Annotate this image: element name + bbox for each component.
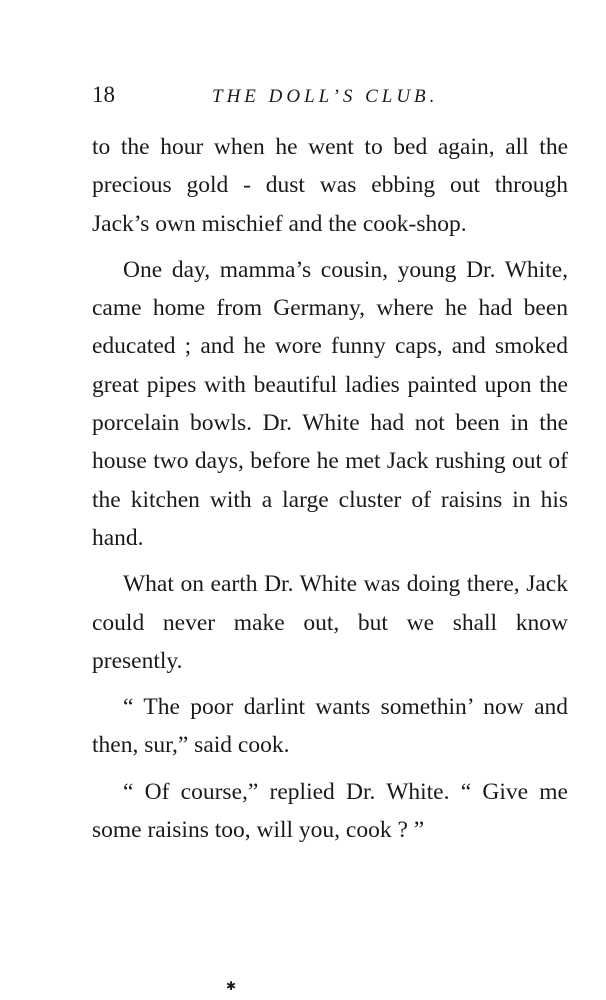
paragraph: What on earth Dr. White was doing there, Jack could never make out, but we shall know presently.: [92, 571, 568, 674]
paragraph: One day, mamma’s cousin, young Dr. White, came home from Germany, where he had been educated ; and he wore funny caps, and smoked great pipes with beautiful ladies painted upon the porcelain bowls. Dr. White had not been in the house two days, before he met Jack rushing out of the kitchen with a large cluster of raisins in his hand.: [92, 256, 568, 551]
paragraph: “ The poor darlint wants somethin’ now and then, sur,” said cook.: [92, 694, 568, 759]
footer-ornament-icon: ✱: [226, 979, 237, 993]
running-head: [92, 80, 470, 110]
paragraph: “ Of course,” replied Dr. White. “ Give me some raisins too, will you, cook ? ”: [92, 778, 568, 844]
body-text: [92, 128, 568, 857]
running-title: THE DOLL’S CLUB.: [212, 86, 439, 107]
page-number: 18: [92, 82, 115, 107]
paragraph-continued: to the hour when he went to bed again, all the precious gold - dust was ebbing out through Jack’s own mischief and the cook-shop.: [92, 134, 568, 237]
